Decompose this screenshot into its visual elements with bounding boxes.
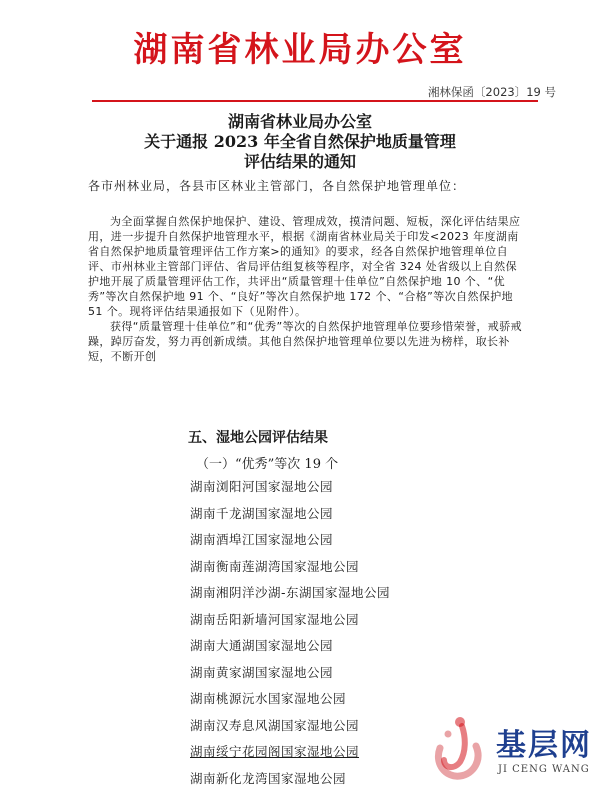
- list-item: 湖南湘阴洋沙湖-东湖国家湿地公园: [190, 585, 391, 600]
- notice-title-line-3: 评估结果的通知: [243, 152, 356, 171]
- notice-title: [0, 112, 600, 172]
- list-item: 湖南新化龙湾国家湿地公园: [190, 770, 347, 786]
- notice-body: [88, 214, 528, 364]
- body-paragraph-1: 为全面掌握自然保护地保护、建设、管理成效，摸清问题、短板，深化评估结果应用，进一步提升自然保护地管理水平，根据《湖南省林业局关于印发<2023 年度湖南省自然保护地质量管理评估工作方案>的通知》的要求，经各自然保护地管理单位自评、市州林业主管部门评估、省局评估组复核等程序，对全省 324 处省级以上自然保护地开展了质量管理评估工作，共评出“质量管理十佳单位”自然保护地 10 个、“优秀”等次自然保护地 91 个、“良好”等次自然保护地 172 个、“合格”等次自然保护地 51 个。现将评估结果通报如下（见附件）。: [88, 215, 521, 318]
- list-item: 湖南绥宁花园阁国家湿地公园: [190, 744, 360, 759]
- list-item: 湖南酒埠江国家湿地公园: [190, 532, 334, 547]
- addressee-line: 各市州林业局，各县市区林业主管部门，各自然保护地管理单位：: [88, 179, 466, 193]
- agency-header-title: 湖南省林业局办公室: [133, 30, 467, 70]
- list-item: 湖南大通湖国家湿地公园: [190, 638, 334, 653]
- watermark-brand-en: JI CENG WANG: [498, 764, 590, 775]
- body-paragraph-2: 获得“质量管理十佳单位”和“优秀”等次的自然保护地管理单位要珍惜荣誉，戒骄戒躁，踔厉奋发，努力再创新成绩。其他自然保护地管理单位要以先进为榜样，取长补短，不断开创: [88, 320, 522, 363]
- document-number: 湘林保函〔2023〕19 号: [427, 85, 556, 99]
- list-item: 湖南浏阳河国家湿地公园: [190, 479, 334, 494]
- section-subheading: （一）“优秀”等次 19 个: [196, 457, 339, 472]
- wetland-park-list: [190, 474, 390, 792]
- list-item: 湖南千龙湖国家湿地公园: [190, 505, 334, 521]
- list-item: 湖南黄家湖国家湿地公园: [190, 664, 334, 680]
- notice-title-line-1: 湖南省林业局办公室: [227, 112, 372, 131]
- section-heading: 五、湿地公园评估结果: [188, 430, 328, 446]
- list-item: 湖南衡南莲湖湾国家湿地公园: [190, 558, 360, 574]
- site-watermark: [426, 712, 596, 792]
- list-item: 湖南桃源沅水国家湿地公园: [190, 691, 347, 706]
- list-item: 湖南汉寿息风湖国家湿地公园: [190, 717, 360, 733]
- jiceng-logo-icon: [426, 712, 490, 784]
- list-item: 湖南岳阳新墙河国家湿地公园: [190, 611, 360, 627]
- watermark-brand: 基层网: [496, 728, 592, 763]
- notice-title-line-2: 关于通报 2023 年全省自然保护地质量管理: [144, 132, 456, 151]
- header-divider: [92, 100, 538, 102]
